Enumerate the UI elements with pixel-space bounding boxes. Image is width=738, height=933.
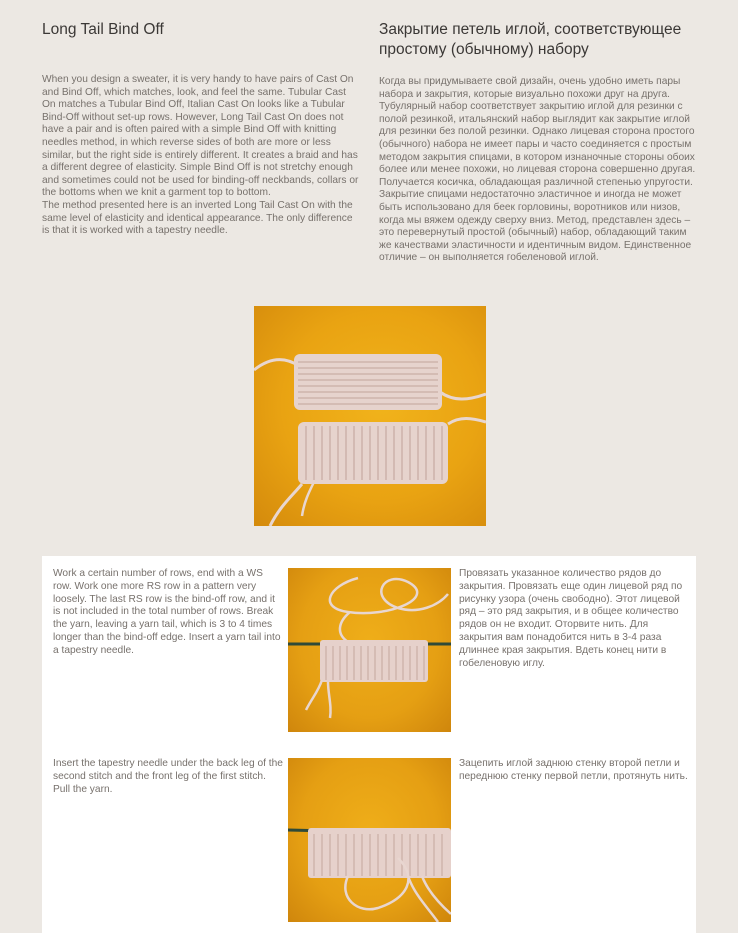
intro-english-paragraph-1: When you design a sweater, it is very handy to have pairs of Cast On and Bind Off, which matches, look, and feel the same. Tubular Cast On matches a Tubular Bind Off, Italian Cast On looks like a Tubular Bind-Off without set-up rows. However, Long Tail Cast On does not have a pair and is often paired with a simple Bind Off with knitting needles method, in which reverse sides of both are more or less similar, but the right side is entirely different. It creates a braid and has a different degree of elasticity. Simple Bind Off is not stretchy enough and sometimes could not be used for binding-off neckbands, collars or the bottoms when we knit a garment top to bottom. [42, 74, 359, 199]
step-1-illustration [288, 568, 451, 732]
step-1-english: Work a certain number of rows, end with a WS row. Work one more RS row in a pattern very loosely. The last RS row is the bind-off row, and it is not included in the total number of rows. Break the yarn, leaving a yarn tail, which is 3 to 4 times longer than the bind-off edge. Insert a yarn tail into a tapestry needle. [53, 568, 281, 656]
intro-english [42, 74, 362, 238]
step-1-photo [288, 568, 451, 732]
intro-russian-paragraph: Когда вы придумываете свой дизайн, очень удобно иметь пары набора и закрытия, которые визуально похожи друг на друга. Тубулярный набор соответствует закрытию иглой для резинки с полой резинкой, итальянский набор выглядит как закрытие иглой для резинки без полой резинки. Однако лицевая сторона простого (обычного) набора не имеет пары и часто соединяется с простым методом закрытия спицами, в котором изнаночные стороны обоих более или менее похожи, но лицевая сторона совершенно другая. Получается косичка, обладающая различной степенью упругости. Закрытие спицами недостаточно эластичное и иногда не может быть использовано для беек горловины, воротников или низов, когда мы вяжем одежду сверху вниз. Метод, представлен здесь – это перевернутый простой (обычный) набор, обладающий таким же качествами эластичности и идентичным видом. Единственное отличие – он выполняется гобеленовой иглой. [379, 76, 696, 264]
step-1-russian: Провязать указанное количество рядов до закрытия. Провязать еще один лицевой ряд по рисунку узора (очень свободно). Этот лицевой ряд – это ряд закрытия, и в общее количество рядов он не входит. Оторвите нить. Для закрытия вам понадобится нить в 3-4 раза длиннее края закрытия. Вдеть конец нити в гобеленовую иглу. [459, 568, 683, 669]
intro-russian [379, 76, 697, 265]
swatches-illustration [254, 306, 486, 526]
title-russian: Закрытие петель иглой, соответствующее простому (обычному) набору [379, 21, 682, 58]
steps-panel [42, 556, 696, 933]
intro-english-paragraph-2: The method presented here is an inverted Long Tail Cast On with the same level of elasticity and identical appearance. The only difference is that it is worked with a tapestry needle. [42, 199, 353, 237]
step-2-russian: Зацепить иглой заднюю стенку второй петли и переднюю стенку первой петли, протянуть нить. [459, 758, 688, 782]
step-2-photo [288, 758, 451, 922]
swatches-photo [254, 306, 486, 526]
title-english: Long Tail Bind Off [42, 21, 164, 38]
step-2-illustration [288, 758, 451, 922]
step-2-english: Insert the tapestry needle under the back leg of the second stitch and the front leg of the first stitch. Pull the yarn. [53, 758, 283, 795]
